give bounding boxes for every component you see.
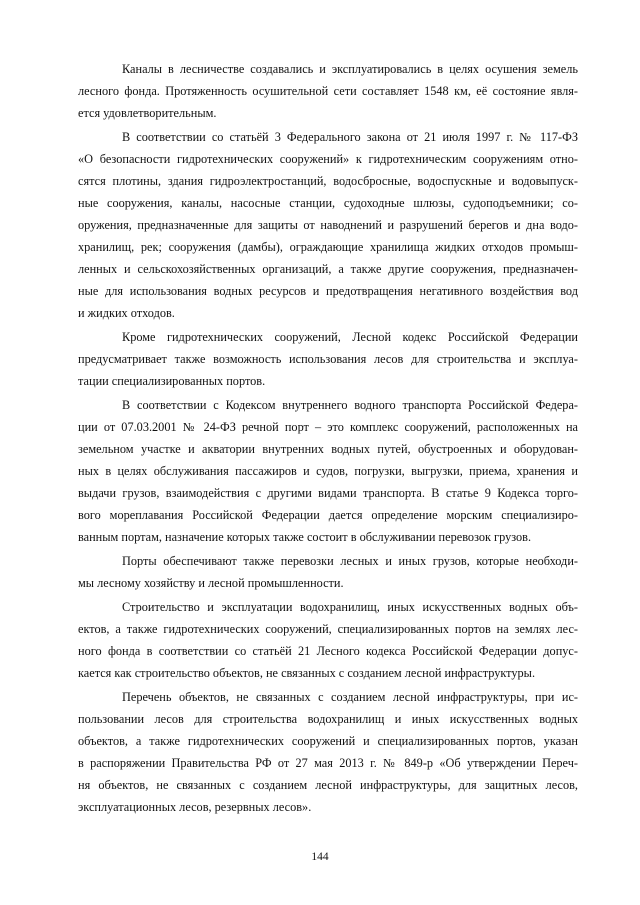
text-line: ектов, а также гидротехнических сооружений, специализированных портов на землях лес- <box>78 622 578 636</box>
text-line: пользовании лесов для строительства водохранилищ и иных искусственных водных <box>78 712 578 726</box>
text-line: ции от 07.03.2001 № 24-ФЗ речной порт – это комплекс сооружений, расположенных на <box>78 420 578 434</box>
text-line: хранилищ, рек; сооружения (дамбы), ограждающие хранилища жидких отходов промыш- <box>78 240 578 254</box>
text-line: эксплуатационных лесов, резервных лесов». <box>78 800 312 814</box>
text-line: предусматривает также возможность использования лесов для строительства и эксплуа- <box>78 352 578 366</box>
text-line: сятся плотины, здания гидроэлектростанций, водосбросные, водоспускные и водовыпуск- <box>78 174 578 188</box>
text-line: выдачи грузов, взаимодействия с другими видами транспорта. В статье 9 Кодекса торго- <box>78 486 578 500</box>
text-line: ленных и сельскохозяйственных организаций, а также другие сооружения, предназначен- <box>78 262 578 276</box>
text-line: ется удовлетворительным. <box>78 106 217 120</box>
text-line: объектов, а также гидротехнических сооружений и специализированных портов, указан <box>78 734 578 748</box>
text-line: земельном участке и акватории внутренних водных путей, обустроенных и оборудован- <box>78 442 578 456</box>
text-line: вого мореплавания Российской Федерации дается определение морским специализиро- <box>78 508 578 522</box>
text-line: В соответствии со статьёй 3 Федерального закона от 21 июля 1997 г. № 117-ФЗ <box>122 130 578 144</box>
page-number: 144 <box>311 851 329 863</box>
text-line: мы лесному хозяйству и лесной промышленности. <box>78 576 344 590</box>
text-line: кается как строительство объектов, не связанных с созданием лесной инфраструктуры. <box>78 666 536 680</box>
text-line: Перечень объектов, не связанных с созданием лесной инфраструктуры, при ис- <box>122 690 578 704</box>
text-line: Кроме гидротехнических сооружений, Лесной кодекс Российской Федерации <box>122 330 578 344</box>
text-line: ных в целях обслуживания пассажиров и судов, погрузки, выгрузки, приема, хранения и <box>78 464 578 478</box>
text-line: ванным портам, назначение которых также состоит в обслуживании перевозок грузов. <box>78 530 532 544</box>
text-line: тации специализированных портов. <box>78 374 266 388</box>
text-line: В соответствии с Кодексом внутреннего водного транспорта Российской Федера- <box>122 398 578 412</box>
text-line: Каналы в лесничестве создавались и эксплуатировались в целях осушения земель <box>122 62 578 76</box>
text-line: оружения, предназначенные для защиты от наводнений и разрушений берегов и дна водо- <box>78 218 578 232</box>
text-line: в распоряжении Правительства РФ от 27 мая 2013 г. № 849-р «Об утверждении Переч- <box>78 756 578 770</box>
text-line: и жидких отходов. <box>78 306 175 320</box>
text-line: ня объектов, не связанных с созданием лесной инфраструктуры, для защитных лесов, <box>78 778 578 792</box>
text-line: ные для использования водных ресурсов и предотвращения негативного воздействия вод <box>78 284 578 298</box>
text-line: лесного фонда. Протяженность осушительной сети составляет 1548 км, её состояние явля- <box>78 84 578 98</box>
text-line: Порты обеспечивают также перевозки лесных и иных грузов, которые необходи- <box>122 554 578 568</box>
text-line: Строительство и эксплуатации водохранилищ, иных искусственных водных объ- <box>122 600 578 614</box>
text-line: ного фонда в соответствии со статьёй 21 Лесного кодекса Российской Федерации допус- <box>78 644 578 658</box>
text-line: ные сооружения, каналы, насосные станции, судоходные шлюзы, судоподъемники; со- <box>78 196 578 210</box>
text-line: «О безопасности гидротехнических сооружений» к гидротехническим сооружениям отно- <box>78 152 578 166</box>
